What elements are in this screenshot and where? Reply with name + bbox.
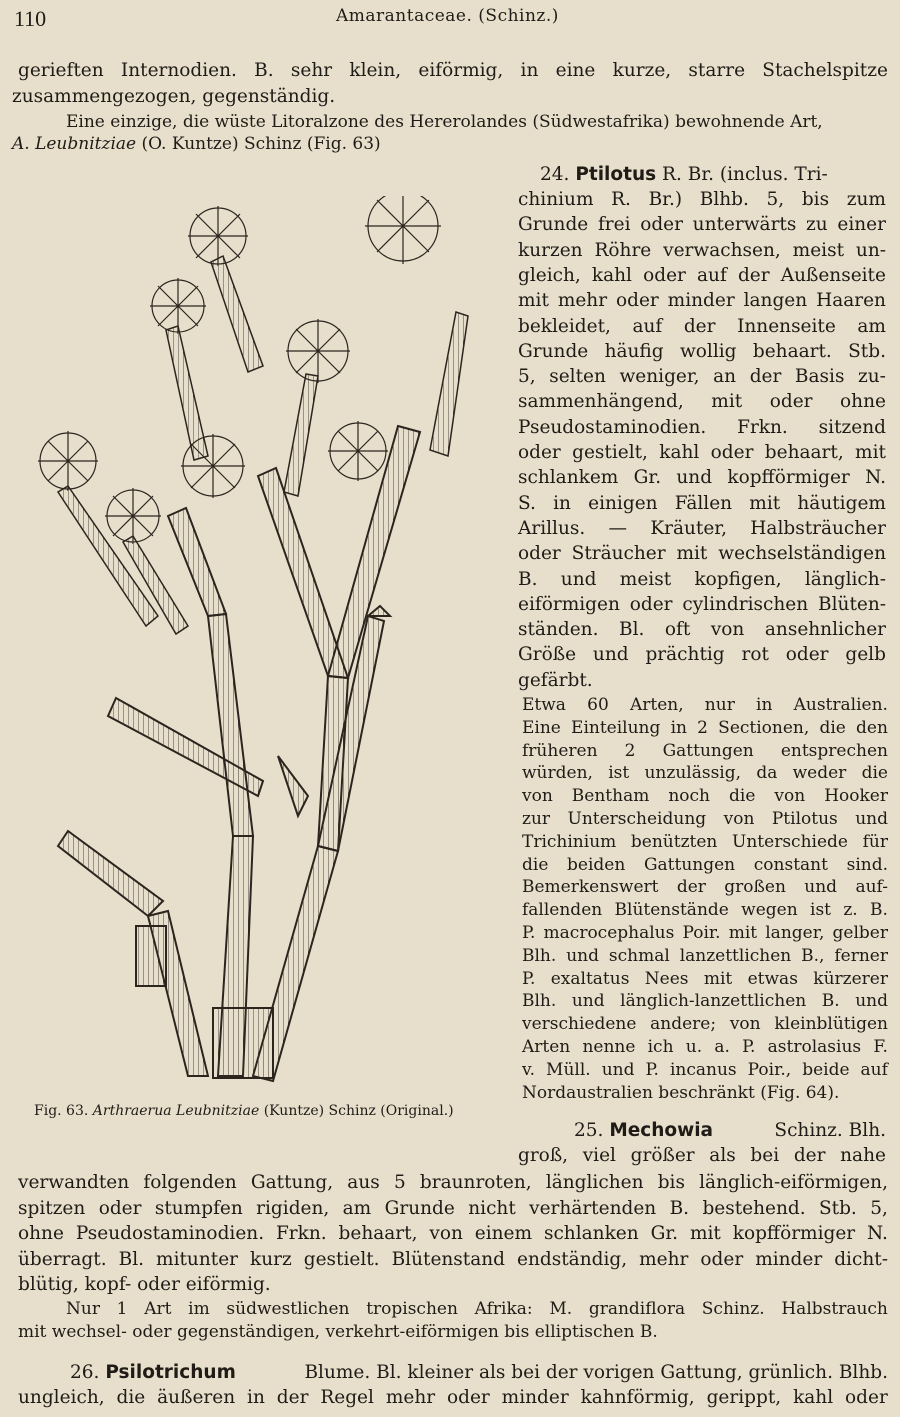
ptilotus-note: Blh. und länglich-lanzettlichen B. und xyxy=(522,991,888,1012)
genus-number: 24. xyxy=(540,164,570,185)
ptilotus-line: 5, selten weniger, an der Basis zu- xyxy=(518,366,886,388)
ptilotus-note: P. exaltatus Nees mit etwas kürzerer xyxy=(522,968,888,989)
ptilotus-note: verschiedene andere; von kleinblütigen xyxy=(522,1014,888,1035)
intro-line: gerieften Internodien. B. sehr klein, eiförmig, in eine kurze, starre Stachelspitze xyxy=(18,60,888,81)
ptilotus-note: Etwa 60 Arten, nur in Australien. xyxy=(522,695,888,715)
ptilotus-line: chinium R. Br.) Blhb. 5, bis zum xyxy=(518,189,886,210)
page-number: 110 xyxy=(14,6,47,31)
ptilotus-line: gefärbt. xyxy=(518,669,593,691)
mechowia-line: spitzen oder stumpfen rigiden, am Grunde nicht verhärtenden B. bestehend. Stb. 5, xyxy=(18,1197,888,1219)
ptilotus-line: oder Sträucher mit wechselständigen xyxy=(518,543,886,565)
mechowia-heading xyxy=(574,1118,886,1143)
genus-name: Psilotrichum xyxy=(105,1362,236,1383)
mechowia-line: überragt. Bl. mitunter kurz gestielt. Blütenstand endständig, mehr oder minder dicht- xyxy=(18,1248,888,1270)
ptilotus-line: oder gestielt, kahl oder behaart, mit xyxy=(518,442,886,463)
psilotrichum-heading xyxy=(70,1360,888,1385)
ptilotus-line: Arillus. — Kräuter, Halbsträucher xyxy=(518,517,886,539)
ptilotus-line: Pseudostaminodien. Frkn. sitzend xyxy=(518,416,886,438)
ptilotus-line: S. in einigen Fällen mit häutigem xyxy=(518,492,886,514)
ptilotus-note: v. Müll. und P. incanus Poir., beide auf xyxy=(522,1059,888,1080)
ptilotus-line: Grunde häufig wollig behaart. Stb. xyxy=(518,340,886,362)
ptilotus-note: zur Unterscheidung von Ptilotus und xyxy=(522,809,888,829)
species-author: (O. Kuntze) Schinz (Fig. 63) xyxy=(141,134,381,154)
genus-number: 25. xyxy=(574,1120,604,1141)
mechowia-line: ohne Pseudostaminodien. Frkn. behaart, von einem schlanken Gr. mit kopfförmiger N. xyxy=(18,1223,888,1244)
intro-line: zusammengezogen, gegenständig. xyxy=(12,86,336,107)
ptilotus-note: Trichinium benützten Unterschiede für xyxy=(522,831,888,852)
mechowia-note: Nur 1 Art im südwestlichen tropischen Afrika: M. grandiflora Schinz. Halbstrauch xyxy=(66,1299,888,1319)
psilotrichum-line: ungleich, die äußeren in der Regel mehr oder minder kahnförmig, gerippt, kahl oder xyxy=(18,1387,888,1408)
figure-63-illustration xyxy=(28,196,488,1096)
running-title: Amarantaceae. (Schinz.) xyxy=(336,6,559,26)
genus-name: Mechowia xyxy=(609,1120,714,1141)
ptilotus-line: eiförmigen oder cylindrischen Blüten- xyxy=(518,593,886,615)
mechowia-line: blütig, kopf- oder eiförmig. xyxy=(18,1274,271,1295)
ptilotus-note: die beiden Gattungen constant sind. xyxy=(522,854,888,875)
ptilotus-note: Nordaustralien beschränkt (Fig. 64). xyxy=(522,1082,840,1103)
figure-caption xyxy=(34,1103,454,1119)
genus-number: 26. xyxy=(70,1362,100,1383)
intro-note: Eine einzige, die wüste Litoralzone des Hererolandes (Südwestafrika) bewohnende Art, xyxy=(66,112,823,132)
ptilotus-line: R. Br. (inclus. Tri- xyxy=(662,164,828,185)
ptilotus-line: Größe und prächtig rot oder gelb xyxy=(518,644,886,666)
ptilotus-line: bekleidet, auf der Innenseite am xyxy=(518,315,886,337)
species-name: A. Leubnitziae xyxy=(12,134,137,154)
ptilotus-note: fallenden Blütenstände wegen ist z. B. xyxy=(522,900,888,921)
intro-note-species xyxy=(12,133,381,156)
ptilotus-note: Eine Einteilung in 2 Sectionen, die den xyxy=(522,717,888,738)
ptilotus-line: B. und meist kopfigen, länglich- xyxy=(518,568,886,590)
psilotrichum-line: Blume. Bl. kleiner als bei der vorigen Gattung, grünlich. Blhb. xyxy=(304,1362,888,1383)
ptilotus-note: Arten nenne ich u. a. P. astrolasius F. xyxy=(522,1037,888,1057)
caption-prefix: Fig. 63. xyxy=(34,1103,89,1119)
genus-name: Ptilotus xyxy=(575,164,657,185)
caption-rest: (Kuntze) Schinz (Original.) xyxy=(263,1103,454,1119)
ptilotus-note: von Bentham noch die von Hooker xyxy=(522,786,888,807)
ptilotus-line: Grunde frei oder unterwärts zu einer xyxy=(518,214,886,236)
ptilotus-line: mit mehr oder minder langen Haaren xyxy=(518,290,886,312)
mechowia-note: mit wechsel- oder gegenständigen, verkehrt-eiförmigen bis elliptischen B. xyxy=(18,1322,658,1342)
ptilotus-note: früheren 2 Gattungen entsprechen xyxy=(522,740,888,761)
ptilotus-line: kurzen Röhre verwachsen, meist un- xyxy=(518,239,886,261)
ptilotus-line: gleich, kahl oder auf der Außenseite xyxy=(518,264,886,286)
ptilotus-note: würden, ist unzulässig, da weder die xyxy=(522,763,888,784)
mechowia-line: verwandten folgenden Gattung, aus 5 braunroten, länglichen bis länglich-eiförmigen, xyxy=(18,1172,888,1193)
caption-species: Arthraerua Leubnitziae xyxy=(92,1103,260,1119)
ptilotus-line: sammenhängend, mit oder ohne xyxy=(518,391,886,413)
ptilotus-line: ständen. Bl. oft von ansehnlicher xyxy=(518,619,886,641)
ptilotus-note: Bemerkenswert der großen und auf- xyxy=(522,877,888,898)
ptilotus-heading xyxy=(540,162,828,187)
ptilotus-note: Blh. und schmal lanzettlichen B., ferner xyxy=(522,945,888,966)
ptilotus-line: schlankem Gr. und kopfförmiger N. xyxy=(518,467,886,489)
mechowia-line: Schinz. Blh. xyxy=(774,1120,886,1141)
mechowia-line: groß, viel größer als bei der nahe xyxy=(518,1145,886,1166)
ptilotus-note: P. macrocephalus Poir. mit langer, gelber xyxy=(522,923,888,943)
